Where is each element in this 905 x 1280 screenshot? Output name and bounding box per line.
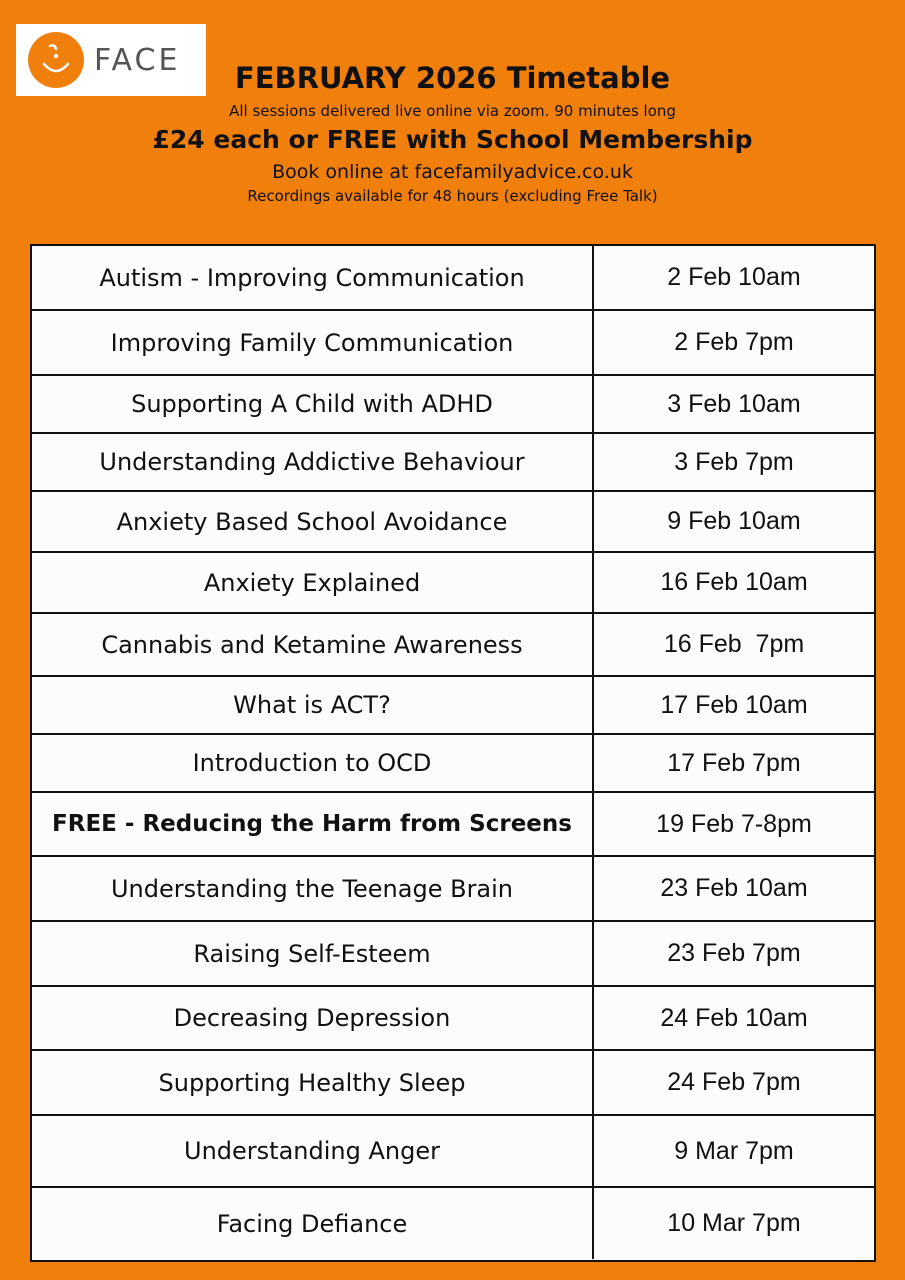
session-date: 24 Feb 7pm [667,1068,801,1096]
session-title: What is ACT? [32,677,594,733]
session-row [32,434,874,492]
session-date: 2 Feb 7pm [674,328,794,356]
session-date: 3 Feb 7pm [674,447,794,476]
session-title: Facing Defiance [32,1188,594,1259]
session-row [32,492,874,553]
session-title: Understanding the Teenage Brain [32,857,594,920]
page-title: FEBRUARY 2026 Timetable [234,61,671,95]
delivery-info: All sessions delivered live online via zoom. 90 minutes long [229,102,676,120]
session-date: 9 Mar 7pm [674,1136,794,1165]
session-row [32,1051,874,1116]
session-row [32,987,874,1051]
session-date: 16 Feb 10am [660,568,808,596]
session-row [32,1116,874,1188]
session-date: 17 Feb 7pm [667,748,801,777]
session-date: 3 Feb 10am [667,389,801,418]
session-title: Understanding Addictive Behaviour [32,434,594,490]
session-row [32,793,874,857]
logo-text: FACE [94,42,181,78]
session-title: Introduction to OCD [32,735,594,791]
session-title: Anxiety Based School Avoidance [32,492,594,551]
session-title: Supporting Healthy Sleep [32,1051,594,1114]
session-row [32,677,874,735]
session-date: 10 Mar 7pm [667,1209,801,1237]
session-row [32,735,874,793]
session-title: Decreasing Depression [32,987,594,1049]
session-row [32,553,874,614]
session-date: 23 Feb 10am [660,874,808,902]
session-date: 19 Feb 7-8pm [656,809,812,838]
session-date: 23 Feb 7pm [667,939,801,967]
session-date: 2 Feb 10am [667,263,801,291]
recordings-info: Recordings available for 48 hours (excluding Free Talk) [247,187,658,205]
session-date: 17 Feb 10am [660,690,808,719]
session-row [32,857,874,922]
header [0,58,905,206]
session-title: FREE - Reducing the Harm from Screens [32,793,594,855]
session-title: Supporting A Child with ADHD [32,376,594,432]
session-row [32,1188,874,1259]
session-row [32,246,874,311]
session-title: Raising Self-Esteem [32,922,594,985]
session-row [32,376,874,434]
session-row [32,922,874,987]
session-date: 24 Feb 10am [660,1003,808,1032]
session-title: Anxiety Explained [32,553,594,612]
session-title: Improving Family Communication [32,311,594,374]
price-info: £24 each or FREE with School Membership [152,125,753,154]
session-title: Understanding Anger [32,1116,594,1186]
timetable [30,244,876,1262]
session-row [32,311,874,376]
session-date: 9 Feb 10am [667,507,801,535]
session-row [32,614,874,677]
session-date: 16 Feb 7pm [663,630,805,658]
session-title: Cannabis and Ketamine Awareness [32,614,594,675]
session-title: Autism - Improving Communication [32,246,594,309]
booking-info: Book online at facefamilyadvice.co.uk [272,161,633,183]
